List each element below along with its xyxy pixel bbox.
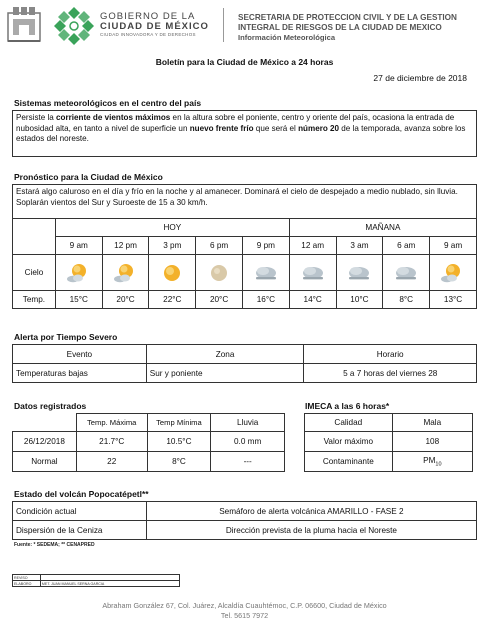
forecast-sky-cell — [55, 255, 102, 291]
gov-slogan: CIUDAD INNOVADORA Y DE DERECHOS — [100, 31, 196, 37]
sec-line3: Información Meteorológica — [238, 32, 336, 42]
forecast-temp: 22°C — [149, 291, 196, 309]
cdmx-logo-icon — [54, 5, 94, 47]
footer-address — [0, 601, 489, 620]
forecast-sky-cell — [336, 255, 383, 291]
sign-elaboro-label: ELABORO — [13, 581, 41, 587]
alerta-col-zona: Zona — [146, 345, 304, 364]
sistemas-p3: que será el — [253, 123, 299, 133]
pronostico-text: Estará algo caluroso en el día y frío en la noche y al amanecer. Dominará el cielo de despejado a medio nublado, sin lluvia. Soplarán vientos del Sur y Suroeste de 15 a 30 km/h. — [16, 187, 458, 207]
letterhead — [0, 0, 489, 50]
datos-col-lluvia: Lluvia — [211, 414, 285, 432]
forecast-temp: 20°C — [102, 291, 149, 309]
datos-row2-max: 22 — [76, 452, 147, 472]
datos-row1-lluvia: 0.0 mm — [211, 432, 285, 452]
partly-sunny-icon — [439, 262, 467, 284]
datos-row1-label: 26/12/2018 — [13, 432, 77, 452]
imeca-heading: IMECA a las 6 horas* — [305, 401, 390, 411]
bulletin-date: 27 de diciembre de 2018 — [373, 73, 467, 83]
datos-row2-label: Normal — [13, 452, 77, 472]
forecast-sky-cell — [243, 255, 290, 291]
alerta-evento: Temperaturas bajas — [13, 364, 147, 383]
forecast-sky-cell — [102, 255, 149, 291]
volcan-heading: Estado del volcán Popocatépetl** — [14, 489, 149, 499]
forecast-hour: 9 am — [430, 237, 477, 255]
sistemas-b3: número 20 — [298, 123, 340, 133]
datos-row2-lluvia: --- — [211, 452, 285, 472]
government-name — [100, 12, 209, 38]
gov-line2: CIUDAD DE MÉXICO — [100, 20, 209, 32]
pronostico-heading: Pronóstico para la Ciudad de México — [14, 172, 163, 182]
forecast-sky-cell — [383, 255, 430, 291]
forecast-temp: 14°C — [289, 291, 336, 309]
sistemas-p2: en la altura sobre el poniente, centro y oriente del país, ocasiona la entrada de nubosidad alta, en tanto a nivel de superficie un — [16, 113, 455, 133]
forecast-hours-row — [13, 237, 477, 255]
coat-of-arms-icon — [5, 5, 43, 45]
forecast-temp: 8°C — [383, 291, 430, 309]
forecast-hour: 6 pm — [196, 237, 243, 255]
alerta-heading: Alerta por Tiempo Severo — [14, 332, 118, 342]
datos-corner — [13, 414, 77, 432]
secretaria-name — [238, 13, 488, 42]
forecast-hour: 9 am — [55, 237, 102, 255]
volcan-table — [12, 501, 477, 540]
volcan-row1-label: Condición actual — [13, 502, 147, 521]
footer-line1: Abraham González 67, Col. Juárez, Alcaldía Cuauhtémoc, C.P. 06600, Ciudad de México — [102, 601, 387, 610]
forecast-temp: 20°C — [196, 291, 243, 309]
forecast-table — [12, 218, 477, 309]
sistemas-text — [13, 111, 476, 147]
imeca-valor: 108 — [392, 432, 472, 452]
forecast-sky-row — [13, 255, 477, 291]
alerta-zona: Sur y poniente — [146, 364, 304, 383]
forecast-sky-label: Cielo — [13, 255, 56, 291]
sistemas-p4: de la temporada, avanza sobre los estados del noreste. — [16, 123, 466, 144]
forecast-hour: 12 pm — [102, 237, 149, 255]
forecast-temp: 15°C — [55, 291, 102, 309]
sistemas-p1: Persiste la — [16, 113, 57, 122]
imeca-col-calidad: Calidad — [305, 414, 393, 432]
forecast-temp-row — [13, 291, 477, 309]
datos-col-min: Temp Mínima — [147, 414, 211, 432]
bulletin-title: Boletín para la Ciudad de México a 24 horas — [155, 57, 334, 67]
forecast-manana-header: MAÑANA — [289, 219, 476, 237]
imeca-contaminante-sub: 10 — [435, 461, 442, 468]
sec-line1: SECRETARIA DE PROTECCION CIVIL Y DE LA GESTION — [238, 13, 457, 22]
imeca-contaminante-cell — [392, 452, 472, 472]
partly-sunny-icon — [65, 262, 93, 284]
sign-reviso-label: REVISO — [13, 575, 41, 581]
sistemas-heading: Sistemas meteorológicos en el centro del país — [14, 98, 202, 108]
partly-sunny-icon — [112, 262, 140, 284]
signature-table — [12, 574, 180, 587]
forecast-temp: 16°C — [243, 291, 290, 309]
alerta-col-horario: Horario — [304, 345, 477, 364]
footer-line2: Tel. 5615 7972 — [220, 610, 269, 620]
imeca-calidad: Mala — [392, 414, 472, 432]
imeca-contaminante: PM — [423, 455, 436, 465]
sistemas-b2: nuevo frente frío — [189, 123, 254, 133]
imeca-table — [304, 413, 473, 472]
volcan-row2-label: Dispersión de la Ceniza — [13, 521, 147, 540]
forecast-sky-cell — [196, 255, 243, 291]
pronostico-box — [12, 184, 477, 218]
forecast-hour: 3 am — [336, 237, 383, 255]
volcan-row2-value: Dirección prevista de la pluma hacia el Noreste — [146, 521, 476, 540]
alerta-horario: 5 a 7 horas del viernes 28 — [304, 364, 477, 383]
forecast-hour: 6 am — [383, 237, 430, 255]
datos-table — [12, 413, 285, 472]
datos-col-max: Temp. Máxima — [76, 414, 147, 432]
cloudy-night-icon — [299, 262, 327, 284]
datos-row1-min: 10.5°C — [147, 432, 211, 452]
alerta-table — [12, 344, 477, 383]
imeca-contaminante-label: Contaminante — [305, 452, 393, 472]
header-divider — [223, 8, 224, 42]
alerta-col-evento: Evento — [13, 345, 147, 364]
forecast-sky-cell — [149, 255, 196, 291]
forecast-sky-cell — [430, 255, 477, 291]
forecast-hour: 9 pm — [243, 237, 290, 255]
forecast-temp: 10°C — [336, 291, 383, 309]
cloudy-night-icon — [252, 262, 280, 284]
datos-row1-max: 21.7°C — [76, 432, 147, 452]
forecast-temp: 13°C — [430, 291, 477, 309]
forecast-sky-cell — [289, 255, 336, 291]
forecast-hour: 12 am — [289, 237, 336, 255]
datos-heading: Datos registrados — [14, 401, 87, 411]
sistemas-box — [12, 110, 477, 157]
sunny-icon — [158, 262, 186, 284]
cloudy-night-icon — [345, 262, 373, 284]
source-note: Fuente: * SEDEMA; ** CENAPRED — [14, 542, 95, 548]
cloudy-night-icon — [392, 262, 420, 284]
gov-line1: GOBIERNO DE LA — [100, 11, 196, 22]
forecast-hoy-header: HOY — [55, 219, 289, 237]
imeca-valor-label: Valor máximo — [305, 432, 393, 452]
forecast-corner — [13, 219, 56, 255]
sign-elaboro-name: MET. JUAN MANUEL SERNA GARCIA — [40, 581, 179, 587]
volcan-row1-value: Semáforo de alerta volcánica AMARILLO - FASE 2 — [146, 502, 476, 521]
forecast-temp-label: Temp. — [13, 291, 56, 309]
moon-icon — [205, 262, 233, 284]
forecast-hour: 3 pm — [149, 237, 196, 255]
sec-line2: INTEGRAL DE RIESGOS DE LA CIUDAD DE MEXICO — [238, 22, 442, 32]
datos-row2-min: 8°C — [147, 452, 211, 472]
sistemas-b1: corriente de vientos máximos — [56, 113, 171, 122]
